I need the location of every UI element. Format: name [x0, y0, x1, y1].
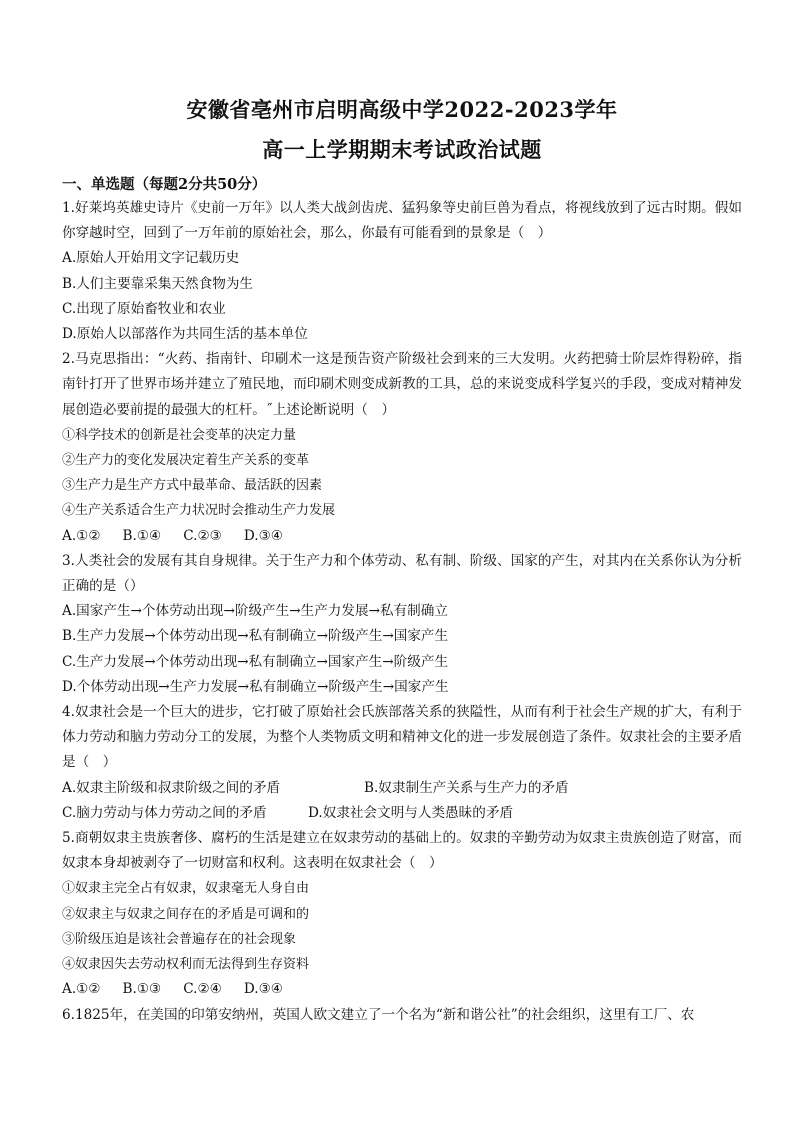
option-a: A.奴隶主阶级和叔隶阶级之间的矛盾 [62, 779, 281, 796]
option-d: D.奴隶社会文明与人类愚昧的矛盾 [308, 804, 514, 821]
statement-2: ②奴隶主与奴隶之间存在的矛盾是可调和的 [62, 906, 310, 922]
statement-4: ④生产关系适合生产力状况时会推动生产力发展 [62, 503, 336, 519]
statement-2: ②生产力的变化发展决定着生产关系的变革 [62, 453, 310, 469]
option-d: D.③④ [243, 981, 283, 998]
option-b: B.①④ [122, 527, 162, 544]
option-a: A.①② [62, 527, 101, 544]
statement-4: ④奴隶因失去劳动权利而无法得到生存资料 [62, 957, 310, 973]
statement-1: ①科学技术的创新是社会变革的决定力量 [62, 427, 297, 443]
option-a: A.国家产生→个体劳动出现→阶级产生→生产力发展→私有制确立 [62, 603, 448, 620]
option-row [62, 801, 742, 826]
option-a: A.原始人开始用文字记载历史 [62, 250, 240, 267]
option-b: B.生产力发展→个体劳动出现→私有制确立→阶级产生→国家产生 [62, 628, 449, 645]
option-b: B.①③ [122, 981, 162, 998]
question-2 [62, 347, 742, 549]
page-subtitle: 高一上学期期末考试政治试题 [262, 137, 542, 162]
option-d: D.原始人以部落作为共同生活的基本单位 [62, 326, 308, 343]
question-4 [62, 700, 742, 826]
question-stem: 1.好莱坞英雄史诗片《史前一万年》以人类大战剑齿虎、猛犸象等史前巨兽为看点，将视线放到了远古时期。假如你穿越时空，回到了一万年前的原始社会，那么，你最有可能看到的景象是（ ） [62, 200, 742, 242]
option-d: D.③④ [243, 527, 283, 544]
question-1 [62, 196, 742, 347]
option-c: C.②③ [183, 527, 222, 544]
question-5 [62, 826, 742, 1002]
option-c: C.脑力劳动与体力劳动之间的矛盾 [62, 804, 267, 821]
question-stem: 4.奴隶社会是一个巨大的进步，它打破了原始社会氏族部落关系的狭隘性，从而有利于社会生产规的扩大，有利于体力劳动和脑力劳动分工的发展，为整个人类物质文明和精神文化的进一步发展创造了条件。奴隶社会的主要矛盾是（ ） [62, 704, 742, 771]
option-row [62, 977, 742, 1002]
statement-1: ①奴隶主完全占有奴隶，奴隶毫无人身自由 [62, 881, 310, 897]
question-3 [62, 549, 742, 700]
section-heading: 一、单选题（每题2分共50分） [62, 176, 267, 193]
option-b: B.奴隶制生产关系与生产力的矛盾 [364, 779, 569, 796]
statement-3: ③阶级压迫是该社会普遍存在的社会现象 [62, 931, 297, 947]
statement-3: ③生产力是生产方式中最革命、最活跃的因素 [62, 478, 323, 494]
option-c: C.生产力发展→个体劳动出现→私有制确立→国家产生→阶级产生 [62, 653, 449, 670]
question-stem: 5.商朝奴隶主贵族奢侈、腐朽的生活是建立在奴隶劳动的基础上的。奴隶的辛勤劳动为奴隶主贵族创造了财富，而奴隶本身却被剥夺了一切财富和权利。这表明在奴隶社会（ ） [62, 830, 742, 872]
question-stem: 3.人类社会的发展有其自身规律。关于生产力和个体劳动、私有制、阶级、国家的产生，对其内在关系你认为分析正确的是（） [62, 552, 742, 595]
option-d: D.个体劳动出现→生产力发展→私有制确立→阶级产生→国家产生 [62, 678, 449, 695]
option-row [62, 776, 742, 801]
option-a: A.①② [62, 981, 101, 998]
option-row [62, 524, 742, 549]
question-6 [62, 1003, 742, 1028]
page-title: 安徽省亳州市启明高级中学2022-2023学年 [186, 97, 618, 122]
question-stem: 6.1825年，在美国的印第安纳州，英国人欧文建立了一个名为“新和谐公社”的社会组织，这里有工厂、农 [62, 1006, 695, 1023]
option-c: C.②④ [183, 981, 222, 998]
option-b: B.人们主要靠采集天然食物为生 [62, 275, 254, 292]
option-c: C.出现了原始畜牧业和农业 [62, 300, 226, 317]
question-stem: 2.马克思指出：“火药、指南针、印刷术一这是预告资产阶级社会到来的三大发明。火药把骑士阶层炸得粉碎，指南针打开了世界市场并建立了殖民地，而印刷术则变成新教的工具，总的来说变成科学复兴的手段，变成对精神发展创造必要前提的最强大的杠杆。˝上述论断说明（ ） [62, 351, 742, 418]
